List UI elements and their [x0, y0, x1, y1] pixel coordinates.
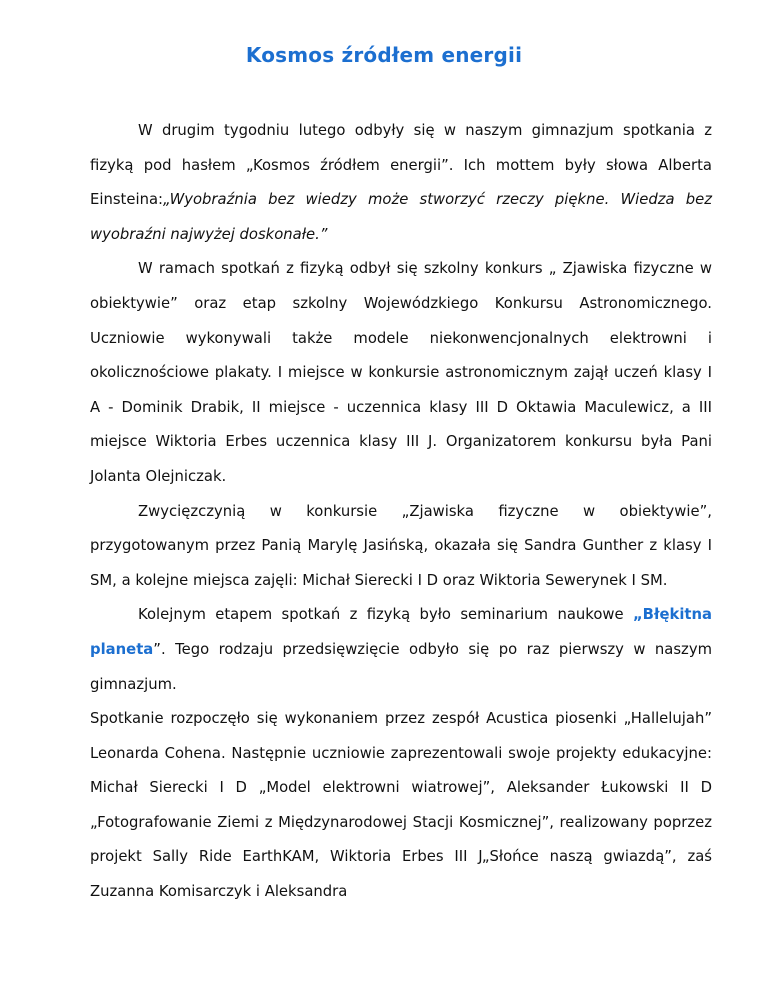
seminar-text-before: Kolejnym etapem spotkań z fizyką było seminarium naukowe	[138, 606, 633, 624]
paragraph-intro	[90, 114, 712, 252]
paragraph-photo-contest: Zwycięzczynią w konkursie „Zjawiska fizyczne w obiektywie”, przygotowanym przez Panią Marylę Jasińską, okazała się Sandra Gunther z klasy I SM, a kolejne miejsca zajęli: Michał Sierecki I D oraz Wiktoria Sewerynek I SM.	[90, 502, 712, 589]
document-title: Kosmos źródłem energii	[245, 43, 523, 67]
seminar-title-highlight: „Błękitna planeta	[90, 606, 712, 658]
document-body	[90, 114, 712, 910]
seminar-text-after: ”. Tego rodzaju przedsięwzięcie odbyło się po raz pierwszy w naszym gimnazjum.	[90, 640, 712, 693]
paragraph-competitions: W ramach spotkań z fizyką odbył się szkolny konkurs „ Zjawiska fizyczne w obiektywie” oraz etap szkolny Wojewódzkiego Konkursu Astronomicznego. Uczniowie wykonywali także modele niekonwencjonalnych elektrowni i okolicznościowe plakaty. I miejsce w konkursie astronomicznym zajął uczeń klasy I A - Dominik Drabik, II miejsce - uczennica klasy III D Oktawia Maculewicz, a III miejsce Wiktoria Erbes uczennica klasy III J. Organizatorem konkursu była Pani Jolanta Olejniczak.	[90, 260, 712, 485]
paragraph-meeting: Spotkanie rozpoczęło się wykonaniem przez zespół Acustica piosenki „Hallelujah” Leonarda Cohena. Następnie uczniowie zaprezentowali swoje projekty edukacyjne: Michał Sierecki I D „Model elektrowni wiatrowej”, Aleksander Łukowski II D „Fotografowanie Ziemi z Międzynarodowej Stacji Kosmicznej”, realizowany poprzez projekt Sally Ride EarthKAM, Wiktoria Erbes III J„Słońce naszą gwiazdą”, zaś Zuzanna Komisarczyk i Aleksandra	[90, 710, 712, 901]
paragraph-seminar	[90, 598, 712, 702]
einstein-quote: „Wyobraźnia bez wiedzy może stworzyć rzeczy piękne. Wiedza bez wyobraźni najwyżej doskonałe.”	[90, 191, 712, 243]
intro-text: W drugim tygodniu lutego odbyły się w naszym gimnazjum spotkania z fizyką pod hasłem „Kosmos źródłem energii”. Ich mottem były słowa Alberta Einsteina:	[90, 122, 712, 209]
